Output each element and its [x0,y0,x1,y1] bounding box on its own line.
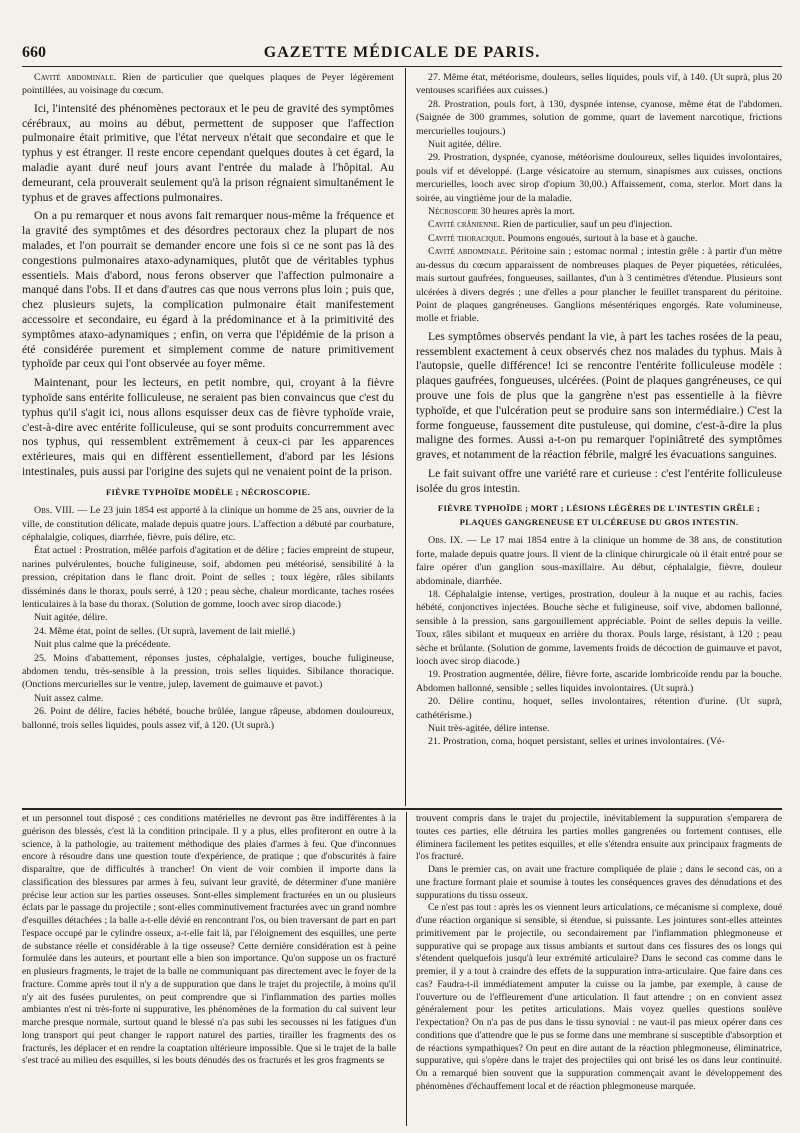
paragraph-text: 28. Prostration, pouls fort, à 130, dyspnée intense, cyanose, même état de l'abdomen. (Saignée de 300 grammes, solution de gomme, quart de lavement narcotique, frictions mercurielles toujours.) [416,98,782,137]
paragraph [416,151,782,205]
page-header [22,44,782,68]
paragraph-text: 21. Prostration, coma, hoquet persistant, selles et urines involontaires. (Vé- [428,736,725,748]
paragraph [22,638,394,651]
paragraph-text: État actuel : Prostration, mêlée parfois d'agitation et de délire ; facies empreint de stupeur, narines pulvérulentes, bouche fuligineuse, soif, abdomen peu météorisé, sensibilité à la pression, crépitation dans le flanc droit. Point de selles ; toux légère, râles sibilants disséminés dans le thorax, pouls serré, à 120 ; peau sèche, chaleur mordicante, taches rosées lenticulaires à la base du thorax. (Solution de gomme, looch avec sirop diacode.) [22,545,394,610]
paragraph [416,245,782,325]
paragraph-text: Ce n'est pas tout : après les os viennent leurs articulations, ce mécanisme si complexe, doué d'une réaction organique si sensible, si étendue, si puissante. Les jointures sont-elles atteintes primitivement par le projectile, ou secondairement par l'inflammation phlegmoneuse et suppurative qui se propage aux tissus ambiants et surtout dans ces fissures des os longs qui s'étendent quelquefois jusqu'à leur extrémité articulaire? Dans le second cas comme dans le premier, il y a tout à craindre des effets de la suppuration intra-articulaire. Que faire dans ces cas? Faudra-t-il immédiatement amputer la cuisse ou la jambe, par exemple, à cause de l'ouverture ou de l'effleurement d'une articulation. Il faut attendre ; on en convient assez généralement pour les petites articulations. Mais voyez quelles questions soulève l'expectation? On n'a pas de pus dans le tissu synovial : ne vaut-il pas mieux opérer dans ces conditions que d'attendre que le pus se forme dans une membrane si susceptible d'absorption et de réactions sympathiques? On peut en dire autant de la réaction phlegmoneuse, éliminatrice, suppurative, qui s'opère dans le trajet des projectiles qui ont brisé les os dans leur continuité. On a remarqué bien souvent que la suppuration commençait avant le développement des phénomènes d'échauffement local et de réaction phlegmoneuse marquée. [416,902,782,1092]
paragraph-text: 30 heures après la mort. [477,206,575,218]
right-column [416,71,782,803]
paragraph [416,588,782,668]
paragraph [416,735,782,748]
paragraph-text: Dans le premier cas, on avait une fracture compliquée de plaie ; dans le second cas, on a une fracture formant plaie et soumise à toutes les conséquences graves des dénudations et des suppurations du tissu osseux. [416,864,782,901]
left-column [22,71,394,803]
paragraph-text: 20. Délire continu, hoquet, selles involontaires, rétention d'urine. (Ut suprà, cathétérisme.) [416,696,782,721]
observation-paragraph [22,504,394,544]
paragraph [416,205,782,218]
paragraph-text: 18. Céphalalgie intense, vertiges, prostration, douleur à la nuque et au rachis, facies hébété, conjonctives injectées. Bouche sèche et fuligineuse, soif vive, abdomen ballonné, sensible à la pression, sans gargouillement appréciable. Point de selles depuis la veille. Toux, râles sibilant et muqueux en arrière du thorax. Pouls large, résistant, à 120 ; peau sèche et brûlante. (Solution de gomme, lavements froids de décoction de guimauve et pavot, looch avec sirop diacode.) [416,588,782,667]
paragraph-text: 24. Même état, point de selles. (Ut suprà, lavement de lait miellé.) [34,625,296,637]
paragraph-text: — Le 23 juin 1854 est apporté à la clinique un homme de 25 ans, ouvrier de la ville, de constitution délicate, malade depuis quatre jours. L'affection a débuté par courbature, céphalalgie, coliques, diarrhée, fièvre, puis délire, etc. [22,505,394,543]
paragraph-text: Rien de particulier, sauf un peu d'injection. [500,219,673,231]
paragraph-text: Nuit assez calme. [34,692,104,704]
run-in-label: Obs. VIII. [34,505,75,517]
paragraph [416,813,782,864]
paragraph [22,705,394,732]
feuilleton-right-column [416,813,782,1125]
paragraph-text: et un personnel tout disposé ; ces conditions matérielles ne devront pas être indifférentes à la guérison des blessés, c'est là la condition principale. Il y a plus, elles profiteront en outre à la science, à la pathologie, au traitement méthodique des plaies d'armes à feu. Que d'inconnues encore à résoudre dans une question toute d'expérience, de pratique ; que d'obscurités à faire disparaître, que de difficultés à trancher! On vient de voir combien il importe dans la classification des blessures par armes à feu, suivant leur gravité, de déterminer d'une manière précise leur action sur les parties osseuses. Sont-elles simplement fracturées en un ou plusieurs éclats par le passage du projectile ; sont-elles comminutivement fracturées avec un grand nombre d'esquilles détachées ; la balle a-t-elle dévié en rencontrant l'os, ou bien traversant de part en part l'espace occupé par le cylindre osseux, a-t-elle fait là, par l'éloignement des esquilles, une perte de substance réelle et considérable à la tige osseuse? Cette dernière considération est à peine formulée dans les auteurs, et pourtant elle a bien son importance. Qu'on suppose un os fracturé en plusieurs fragments, le trajet de la balle ne communiquant pas directement avec le foyer de la fracture. Comme après tout il n'y a de suppuration que dans le trajet du projectile, à moins qu'il n'y ait des fusées purulentes, on peut comprendre que si l'inflammation des parties molles ambiantes n'est ni très-forte ni suppurative, les phénomènes de la formation du cal suivent leur marche presque normale, surtout quand le blessé n'a pas subi les secousses ni les fatigues d'un long transport qui peut changer le rapport naturel des parties, tirailler les fragments des os fracturés, les déplacer et en rendre la coaptation ultérieure impossible. Que si le trajet de la balle s'est tracé au milieu des esquilles, si les bouts dénudés des os fracturés et les gros fragments se [22,813,396,1067]
paragraph [22,625,394,638]
paragraph-text: Le fait suivant offre une variété rare et curieuse : c'est l'entérite folliculeuse isolée du gros intestin. [416,466,782,495]
paragraph-text: Nuit très-agitée, délire intense. [428,722,550,734]
paragraph [416,330,782,463]
paragraph [22,813,396,1068]
paragraph-text: 27. Même état, météorisme, douleurs, selles liquides, pouls vif, à 140. (Ut suprà, plus 20 ventouses scarifiées aux cuisses.) [416,72,782,97]
paragraph [22,102,394,206]
paragraph [22,376,394,480]
paragraph-text: On a pu remarquer et nous avons fait remarquer nous-même la fréquence et la gravité des symptômes et des désordres pectoraux chez la plupart de nos malades, et l'on pourrait se demander encore une fois si ce ne sont pas là des congestions pulmonaires ataxo-adynamiques, plutôt que de véritables typhus essentiels. Mais d'abord, nous ferons observer que l'affection pulmonaire a manqué dans l'obs. II et dans d'autres cas que nous verrons plus loin ; puis que, chez plusieurs sujets, la complication pulmonaire était manifestement accessoire et secondaire, eu égard à la prédominance et à la primitivité des symptômes ataxo-adynamiques ; enfin, on verra que l'épidémie de la prison a été considérée purement et simplement comme de nature primitivement typhoïde par ceux qui l'ont observée au foyer même. [22,209,394,371]
paragraph-text: 26. Point de délire, facies hébété, bouche brûlée, langue râpeuse, abdomen douloureux, ballonné, trois selles liquides, pouls assez vif, à 120. (Ut suprà.) [22,706,394,731]
paragraph-text: — Le 17 mai 1854 entre à la clinique un homme de 38 ans, de constitution forte, malade depuis quatre jours. Il vient de la clinique chirurgicale où il était entré pour se faire opérer d'un ganglion sous-maxillaire. Au début, céphalalgie, fièvre, douleur abdominale, diarrhée. [416,535,782,587]
paragraph-text: Maintenant, pour les lecteurs, en petit nombre, qui, croyant à la fièvre typhoïde sans entérite folliculeuse, ne seraient pas bien convaincus que c'est du typhus qu'il s'agit ici, nous allons esquisser deux cas de fièvre typhoïde vraie, c'est-à-dire avec entérite folliculeuse, qui se sont produits concurremment avec nos typhus, qui ressemblent extrêmement à ceux-ci par les apparences extérieures, mais qui en diffèrent essentiellement, d'abord par les lésions intestinales, puis aussi par l'origine des sujets qui ne venaient point de la prison. [22,376,394,478]
paragraph-text: 25. Moins d'abattement, réponses justes, céphalalgie, vertiges, bouche fuligineuse, abdomen tendu, très-sensible à la pression, trois selles liquides. Sibilance thoracique. (Onctions mercurielles sur le ventre, julep, lavement de guimauve et pavot.) [22,652,394,691]
feuilleton-divider [406,812,407,1126]
paragraph-text: Nuit agitée, délire. [428,139,502,151]
header-rule [22,66,782,67]
paragraph-text: Ici, l'intensité des phénomènes pectoraux et le peu de gravité des symptômes cérébraux, au moins au début, permettent de supposer que l'affection pulmonaire était primitive, que l'état nerveux n'était que secondaire et que le typhus y est étranger. Il reste encore cependant quelques doutes à cet égard, la maladie ayant duré neuf jours avant l'entrée du malade à l'hôpital. Au demeurant, cela prouverait seulement qu'à la prison régnaient simultanément le typhus et de graves affections pulmonaires. [22,101,394,204]
paragraph-text: 19. Prostration augmentée, délire, fièvre forte, ascaride lombricoïde rendu par la bouche. Abdomen ballonné, sensible ; selles liquides involontaires. (Ut suprà.) [416,669,782,694]
paragraph [22,611,394,624]
run-in-label: Nécroscopie [428,206,478,218]
run-in-label: Cavité thoracique. [428,232,506,244]
paragraph-text: Nuit plus calme que la précédente. [34,639,171,651]
paragraph [22,544,394,611]
run-in-label: Obs. IX. [428,535,463,547]
paragraph-text: trouvent compris dans le trajet du projectile, inévitablement la suppuration s'emparera de toutes ces parties, elle détruira les parties molles gangrenées ou fortement contuses, elle éliminera facilement les petites esquilles, et elle s'étendra ensuite aux principaux fragments de l'os fracturé. [416,813,782,863]
paragraph [416,138,782,151]
paragraph [416,98,782,138]
paragraph-text: Nuit agitée, délire. [34,612,108,624]
paragraph [416,668,782,695]
paragraph [416,695,782,722]
paragraph-text: Les symptômes observés pendant la vie, à part les taches rosées de la peau, ressemblent exactement à ceux observés chez nos malades du typhus. Mais à l'autopsie, quelle différence! Ici se rencontre l'entérite folliculeuse modèle : plaques gaufrées, fongueuses, ulcérées. (Point de plaques gangréneuses, ce qui prouve une fois de plus que la gangrène n'est pas essentielle à la fièvre typhoïde, et que l'ulcération peut se produire sans son intermédiaire.) C'est la forme fongueuse, faussement dite pustuleuse, qui domine, c'est-à-dire la plus maligne des formes. Aussi a-t-on pu remarquer l'opiniâtreté des symptômes graves, et notamment de la réaction fébrile, malgré les évacuations sanguines. [416,329,782,462]
paragraph [22,692,394,705]
paragraph [416,232,782,245]
paragraph [416,467,782,497]
paragraph [416,71,782,98]
paragraph-text: 29. Prostration, dyspnée, cyanose, météorisme douloureux, selles liquides involontaires, pouls vif et développé. (Large vésicatoire au sternum, sinapismes aux cuisses, onctions mercurielles, looch avec sirop d'opium 30,00.) Affaissement, coma, sterlor. Mort dans la soirée, au vingtième jour de la maladie. [416,152,782,204]
feuilleton-rule [22,808,782,810]
paragraph [416,722,782,735]
paragraph-text: Rien de particulier que quelques plaques de Peyer légèrement pointillées, au voisinage du cœcum. [22,72,394,97]
observation-paragraph [416,534,782,588]
page-number: 660 [22,44,46,61]
page-title: GAZETTE MÉDICALE DE PARIS. [263,44,541,61]
paragraph-text: Péritoine sain ; estomac normal ; intestin grêle : à partir d'un mètre au-dessus du cœcum apparaissent de nombreuses plaques de Peyer piquetées, réticulées, mais surtout gaufrées, fongueuses, saillantes, d'un à 3 centimètres d'étendue. Plusieurs sont ulcérées à divers degrés ; une d'elles a pour plancher le feuillet transparent du péritoine. Point de plaques gangréneuses. Ganglions mésentériques engorgés. Rate volumineuse, molle et friable. [416,246,782,325]
run-in-label: Cavité crânienne. [428,219,501,231]
paragraph [416,218,782,231]
run-in-label: Cavité abdominale. [428,246,508,258]
paragraph-text: Poumons engoués, surtout à la base et à gauche. [505,232,698,244]
run-in-label: Cavité abdominale. [34,72,117,83]
section-heading: FIÈVRE TYPHOÏDE MODÈLE ; NÉCROSCOPIE. [105,486,311,497]
paragraph [416,864,782,902]
paragraph [22,652,394,692]
feuilleton-left-column [22,813,396,1125]
section-heading: FIÈVRE TYPHOÏDE ; MORT ; LÉSIONS LÉGÈRES DE L'INTESTIN GRÊLE ; PLAQUES GANGRENEUSE ET ULCÉREUSE DU GROS INTESTIN. [437,503,761,527]
paragraph [416,902,782,1093]
paragraph [22,71,394,98]
paragraph [22,209,394,372]
column-divider [405,68,406,806]
